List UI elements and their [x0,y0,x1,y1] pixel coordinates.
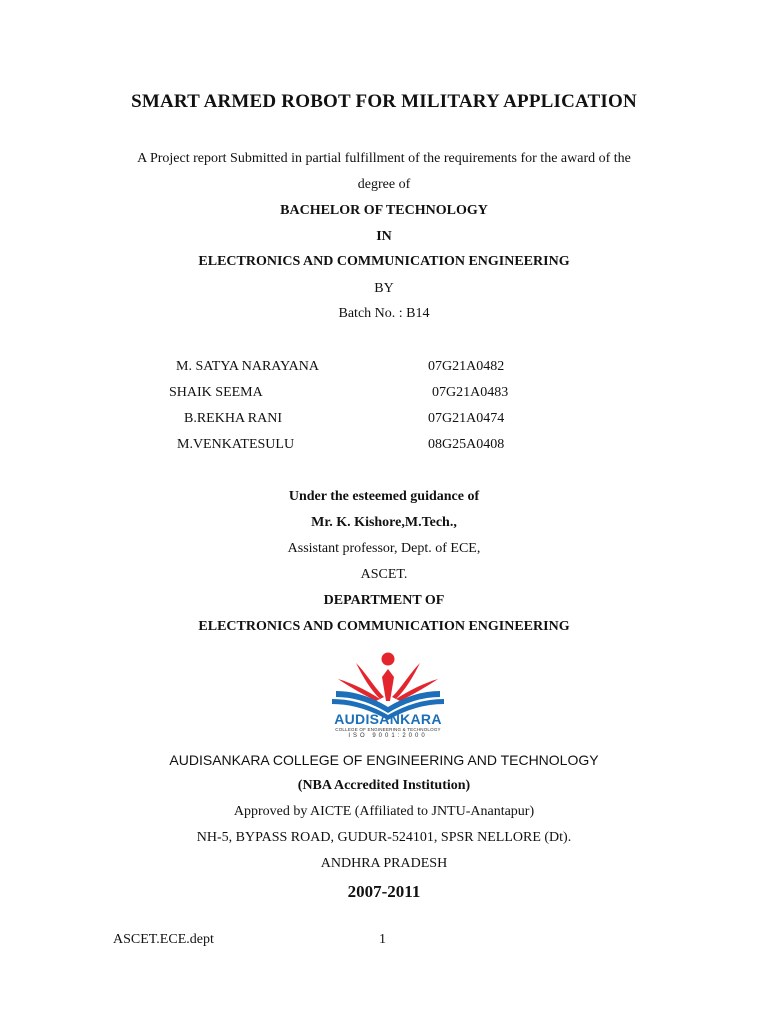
branch-name: ELECTRONICS AND COMMUNICATION ENGINEERING [198,254,570,269]
guidance-heading: Under the esteemed guidance of [288,489,480,504]
guide-organisation: ASCET. [360,567,408,582]
member-roll: 07G21A0474 [428,411,505,426]
by-word: BY [374,281,394,296]
accreditation-note: (NBA Accredited Institution) [297,778,471,793]
in-word: IN [376,229,392,244]
footer-department: ASCET.ECE.dept [113,932,214,947]
college-name: AUDISANKARA COLLEGE OF ENGINEERING AND TECHNOLOGY [169,752,599,768]
batch-number: Batch No. : B14 [338,306,430,321]
intro-line-1: A Project report Submitted in partial fulfillment of the requirements for the award of the [137,151,631,166]
page-number: 1 [379,932,386,947]
college-state: ANDHRA PRADESH [320,856,448,871]
logo-brand: AUDISANKARA [334,711,442,727]
member-roll: 07G21A0482 [428,359,505,374]
guide-designation: Assistant professor, Dept. of ECE, [287,541,481,556]
member-name: SHAIK SEEMA [169,385,263,400]
department-name: ELECTRONICS AND COMMUNICATION ENGINEERING [198,619,570,634]
member-roll: 07G21A0483 [432,385,509,400]
approval-note: Approved by AICTE (Affiliated to JNTU-Anantapur) [233,804,535,819]
department-heading: DEPARTMENT OF [323,593,445,608]
academic-years: 2007-2011 [347,882,421,901]
logo-iso: ISO 9001:2000 [348,733,428,739]
logo-tagline: COLLEGE OF ENGINEERING & TECHNOLOGY [335,727,441,732]
degree-name: BACHELOR OF TECHNOLOGY [280,203,488,218]
college-logo [330,651,446,741]
member-roll: 08G25A0408 [428,437,505,452]
intro-line-2: degree of [357,177,411,192]
college-address: NH-5, BYPASS ROAD, GUDUR-524101, SPSR NELLORE (Dt). [196,830,572,845]
guide-name: Mr. K. Kishore,M.Tech., [311,515,457,530]
member-name: B.REKHA RANI [184,411,283,426]
member-name: M. SATYA NARAYANA [176,359,320,374]
document-title: SMART ARMED ROBOT FOR MILITARY APPLICATION [131,91,637,112]
member-name: M.VENKATESULU [177,437,295,452]
